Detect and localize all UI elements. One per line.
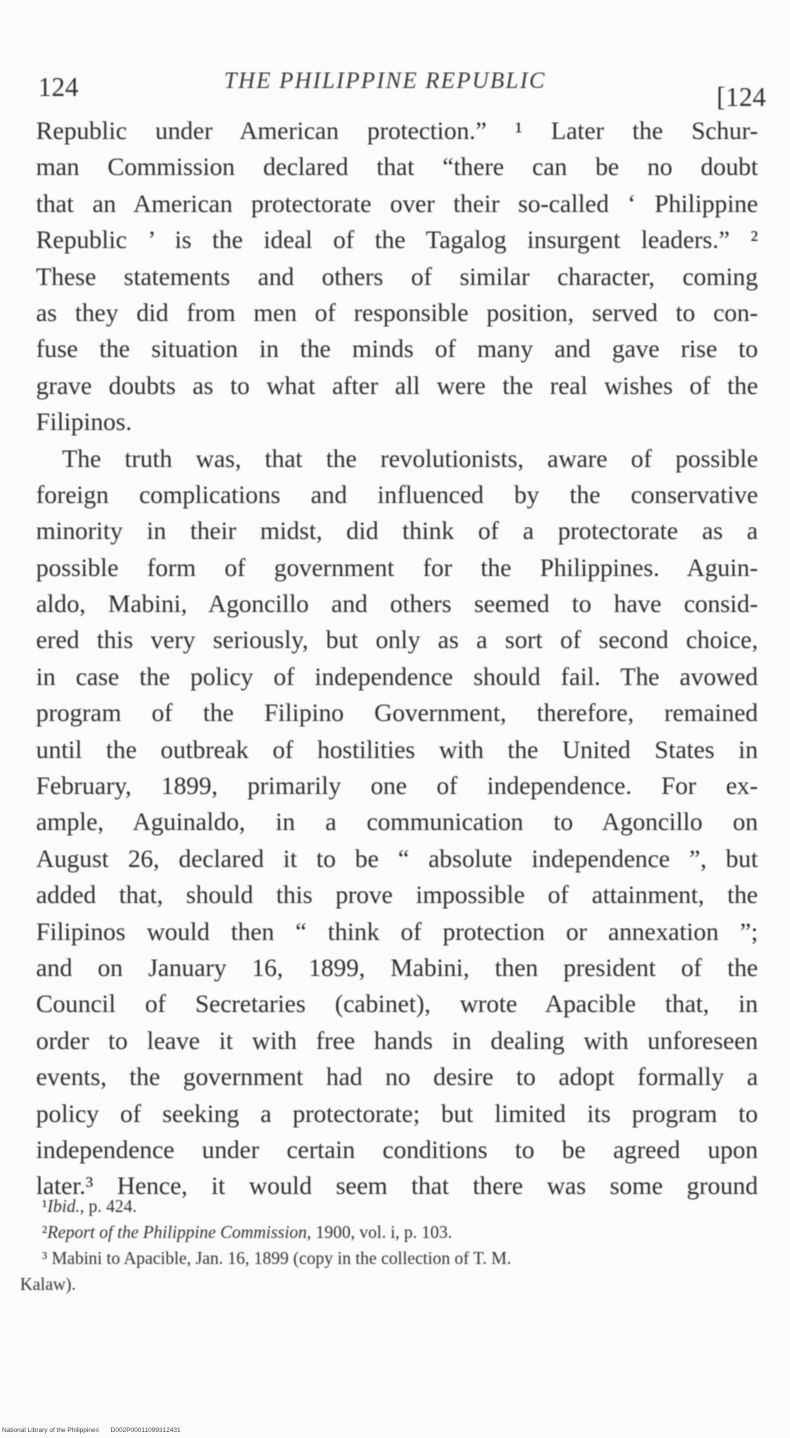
footnote-3: ³ Mabini to Apacible, Jan. 16, 1899 (copy in the collection of T. M. bbox=[42, 1248, 512, 1268]
text-line: possible form of government for the Philippines. Aguin- bbox=[36, 554, 758, 582]
page-number-right: [124 bbox=[716, 82, 766, 112]
text-line: fuse the situation in the minds of many and gave rise to bbox=[36, 336, 758, 364]
text-line: These statements and others of similar character, coming bbox=[36, 263, 758, 291]
text-line: foreign complications and influenced by the conservative bbox=[36, 481, 758, 509]
text-line: Council of Secretaries (cabinet), wrote Apacible that, in bbox=[36, 991, 758, 1019]
footnote-1: ¹Ibid., p. 424. bbox=[42, 1196, 137, 1216]
text-line: The truth was, that the revolutionists, aware of possible bbox=[62, 445, 758, 473]
text-line: Republic ’ is the ideal of the Tagalog insurgent leaders.” ² bbox=[36, 227, 758, 255]
text-line: order to leave it with free hands in dealing with unforeseen bbox=[36, 1027, 758, 1055]
text-line: aldo, Mabini, Agoncillo and others seemed to have consid- bbox=[36, 591, 758, 619]
page-number-left: 124 bbox=[38, 72, 79, 102]
text-line: Filipinos would then “ think of protection or annexation ”; bbox=[36, 918, 758, 946]
text-line: in case the policy of independence should fail. The avowed bbox=[36, 663, 758, 691]
library-name: National Library of the Philippines bbox=[2, 1427, 99, 1434]
text-line: events, the government had no desire to adopt formally a bbox=[36, 1064, 758, 1092]
text-line: added that, should this prove impossible of attainment, the bbox=[36, 882, 758, 910]
text-line: later.³ Hence, it would seem that there was some ground bbox=[36, 1173, 758, 1201]
text-line: until the outbreak of hostilities with the United States in bbox=[36, 736, 758, 764]
text-line: independence under certain conditions to be agreed upon bbox=[36, 1136, 758, 1164]
text-line: ered this very seriously, but only as a sort of second choice, bbox=[36, 627, 758, 655]
text-line: minority in their midst, did think of a protectorate as a bbox=[36, 518, 758, 546]
page-header bbox=[38, 68, 766, 112]
text-line: grave doubts as to what after all were the real wishes of the bbox=[36, 372, 758, 400]
text-line: man Commission declared that “there can be no doubt bbox=[36, 154, 758, 182]
footnote-3-continuation: Kalaw). bbox=[20, 1274, 76, 1294]
footnote-2: ²Report of the Philippine Commission, 1900, vol. i, p. 103. bbox=[42, 1222, 453, 1242]
text-line: and on January 16, 1899, Mabini, then president of the bbox=[36, 954, 758, 982]
running-title: THE PHILIPPINE REPUBLIC bbox=[224, 68, 546, 93]
text-line: ample, Aguinaldo, in a communication to Agoncillo on bbox=[36, 809, 758, 837]
text-line: that an American protectorate over their so-called ‘ Philippine bbox=[36, 190, 758, 218]
text-line: as they did from men of responsible position, served to con- bbox=[36, 299, 758, 327]
text-line: August 26, declared it to be “ absolute independence ”, but bbox=[36, 845, 758, 873]
scan-id: D002P00011099312431 bbox=[110, 1427, 181, 1434]
body-text bbox=[36, 114, 758, 1206]
text-line: February, 1899, primarily one of independence. For ex- bbox=[36, 773, 758, 801]
text-line: Republic under American protection.” ¹ Later the Schur- bbox=[36, 118, 758, 145]
text-line: program of the Filipino Government, therefore, remained bbox=[36, 700, 758, 728]
text-line: policy of seeking a protectorate; but limited its program to bbox=[36, 1100, 758, 1128]
scan-footer-stamp bbox=[2, 1427, 191, 1434]
footnotes bbox=[20, 1193, 760, 1297]
text-line: Filipinos. bbox=[36, 409, 132, 437]
